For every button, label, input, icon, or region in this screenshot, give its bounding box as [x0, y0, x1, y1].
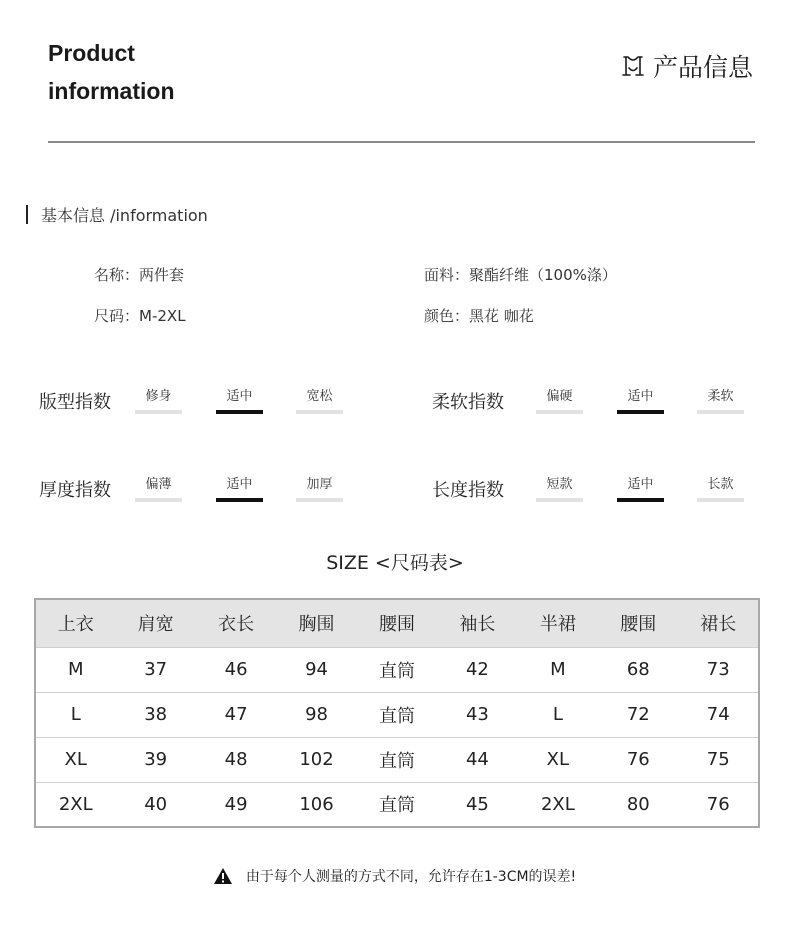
table-cell: 2XL — [518, 782, 598, 827]
fit-option-label: 宽松 — [306, 389, 333, 404]
fit-option-bar — [135, 410, 182, 414]
thickness-option-bar — [296, 498, 343, 502]
note-text: 由于每个人测量的方式不同，允许存在1-3CM的误差! — [245, 869, 577, 885]
length-index-title: 长度指数 — [432, 480, 504, 501]
thickness-option-label: 加厚 — [306, 477, 333, 492]
table-cell: 39 — [115, 737, 195, 782]
title-en-line1: Product — [48, 40, 135, 66]
table-cell: M — [35, 647, 115, 692]
header-cell: 裙长 — [679, 599, 760, 647]
table-cell: 68 — [598, 647, 678, 692]
fit-option-2 — [296, 385, 343, 414]
thickness-option-1 — [216, 473, 263, 502]
table-cell: 106 — [276, 782, 356, 827]
size-table — [34, 598, 760, 828]
header-cell: 半裙 — [518, 599, 598, 647]
warning-icon — [214, 868, 232, 884]
header-divider — [48, 141, 755, 143]
thickness-option-bar — [135, 498, 182, 502]
table-row — [35, 782, 759, 827]
table-cell: 直筒 — [357, 647, 437, 692]
info-color — [424, 305, 534, 326]
table-cell: 直筒 — [357, 782, 437, 827]
section-marker — [26, 205, 28, 224]
fit-option-bar — [216, 410, 263, 414]
table-cell: 42 — [437, 647, 517, 692]
length-option-label: 短款 — [546, 477, 573, 492]
table-cell: 45 — [437, 782, 517, 827]
table-cell: 46 — [196, 647, 276, 692]
table-cell: XL — [518, 737, 598, 782]
garment-icon — [621, 54, 645, 78]
fit-option-label: 修身 — [145, 389, 172, 404]
softness-option-2 — [697, 385, 744, 414]
info-name-value: 两件套 — [139, 266, 185, 284]
header-cell: 衣长 — [196, 599, 276, 647]
table-cell: 直筒 — [357, 692, 437, 737]
info-size — [94, 305, 186, 326]
size-table-header-row — [35, 599, 759, 647]
title-zh-group — [621, 48, 753, 84]
table-cell: 74 — [679, 692, 760, 737]
header-cell: 腰围 — [357, 599, 437, 647]
softness-option-bar — [617, 410, 664, 414]
softness-option-1 — [617, 385, 664, 414]
header-cell: 袖长 — [437, 599, 517, 647]
table-cell: 76 — [679, 782, 760, 827]
title-en — [48, 34, 175, 110]
fit-option-label: 适中 — [226, 389, 253, 404]
table-cell: 98 — [276, 692, 356, 737]
info-fabric — [424, 264, 617, 285]
length-option-1 — [617, 473, 664, 502]
softness-option-bar — [697, 410, 744, 414]
length-option-0 — [536, 473, 583, 502]
softness-option-bar — [536, 410, 583, 414]
softness-option-label: 适中 — [627, 389, 654, 404]
table-cell: 49 — [196, 782, 276, 827]
thickness-option-label: 偏薄 — [145, 477, 172, 492]
table-cell: 72 — [598, 692, 678, 737]
table-cell: 2XL — [35, 782, 115, 827]
header-cell: 肩宽 — [115, 599, 195, 647]
table-row — [35, 692, 759, 737]
thickness-option-2 — [296, 473, 343, 502]
thickness-index-title: 厚度指数 — [39, 480, 111, 501]
table-cell: 80 — [598, 782, 678, 827]
length-option-bar — [697, 498, 744, 502]
table-cell: 直筒 — [357, 737, 437, 782]
table-cell: 76 — [598, 737, 678, 782]
table-cell: 102 — [276, 737, 356, 782]
table-cell: L — [518, 692, 598, 737]
length-option-label: 适中 — [627, 477, 654, 492]
header-cell: 胸围 — [276, 599, 356, 647]
info-size-label: 尺码： — [94, 307, 140, 325]
table-row — [35, 737, 759, 782]
section-label — [26, 203, 208, 226]
length-option-label: 长款 — [707, 477, 734, 492]
table-cell: 43 — [437, 692, 517, 737]
info-color-value: 黑花 咖花 — [469, 307, 534, 325]
thickness-option-label: 适中 — [226, 477, 253, 492]
size-table-title: SIZE <尺码表> — [326, 552, 464, 574]
table-cell: 75 — [679, 737, 760, 782]
info-size-value: M-2XL — [139, 307, 186, 325]
table-cell: 48 — [196, 737, 276, 782]
title-en-line2: information — [48, 78, 175, 104]
length-option-bar — [536, 498, 583, 502]
table-cell: L — [35, 692, 115, 737]
thickness-option-0 — [135, 473, 182, 502]
info-name-label: 名称： — [94, 266, 140, 284]
softness-option-label: 偏硬 — [546, 389, 573, 404]
measurement-note — [0, 866, 790, 886]
fit-index-title: 版型指数 — [39, 392, 111, 413]
length-option-2 — [697, 473, 744, 502]
info-fabric-value: 聚酯纤维（100%涤） — [469, 266, 617, 284]
info-color-label: 颜色： — [424, 307, 470, 325]
table-cell: 44 — [437, 737, 517, 782]
table-cell: 40 — [115, 782, 195, 827]
header-cell: 腰围 — [598, 599, 678, 647]
header-cell: 上衣 — [35, 599, 115, 647]
fit-option-0 — [135, 385, 182, 414]
table-cell: 73 — [679, 647, 760, 692]
section-label-text: 基本信息 /information — [41, 206, 208, 225]
table-cell: 47 — [196, 692, 276, 737]
table-cell: XL — [35, 737, 115, 782]
title-zh: 产品信息 — [652, 53, 753, 82]
thickness-option-bar — [216, 498, 263, 502]
softness-index-title: 柔软指数 — [432, 392, 504, 413]
table-row — [35, 647, 759, 692]
softness-option-label: 柔软 — [707, 389, 734, 404]
fit-option-bar — [296, 410, 343, 414]
info-name — [94, 264, 184, 285]
info-fabric-label: 面料： — [424, 266, 470, 284]
softness-option-0 — [536, 385, 583, 414]
fit-option-1 — [216, 385, 263, 414]
table-cell: 37 — [115, 647, 195, 692]
table-cell: M — [518, 647, 598, 692]
table-cell: 94 — [276, 647, 356, 692]
table-cell: 38 — [115, 692, 195, 737]
length-option-bar — [617, 498, 664, 502]
